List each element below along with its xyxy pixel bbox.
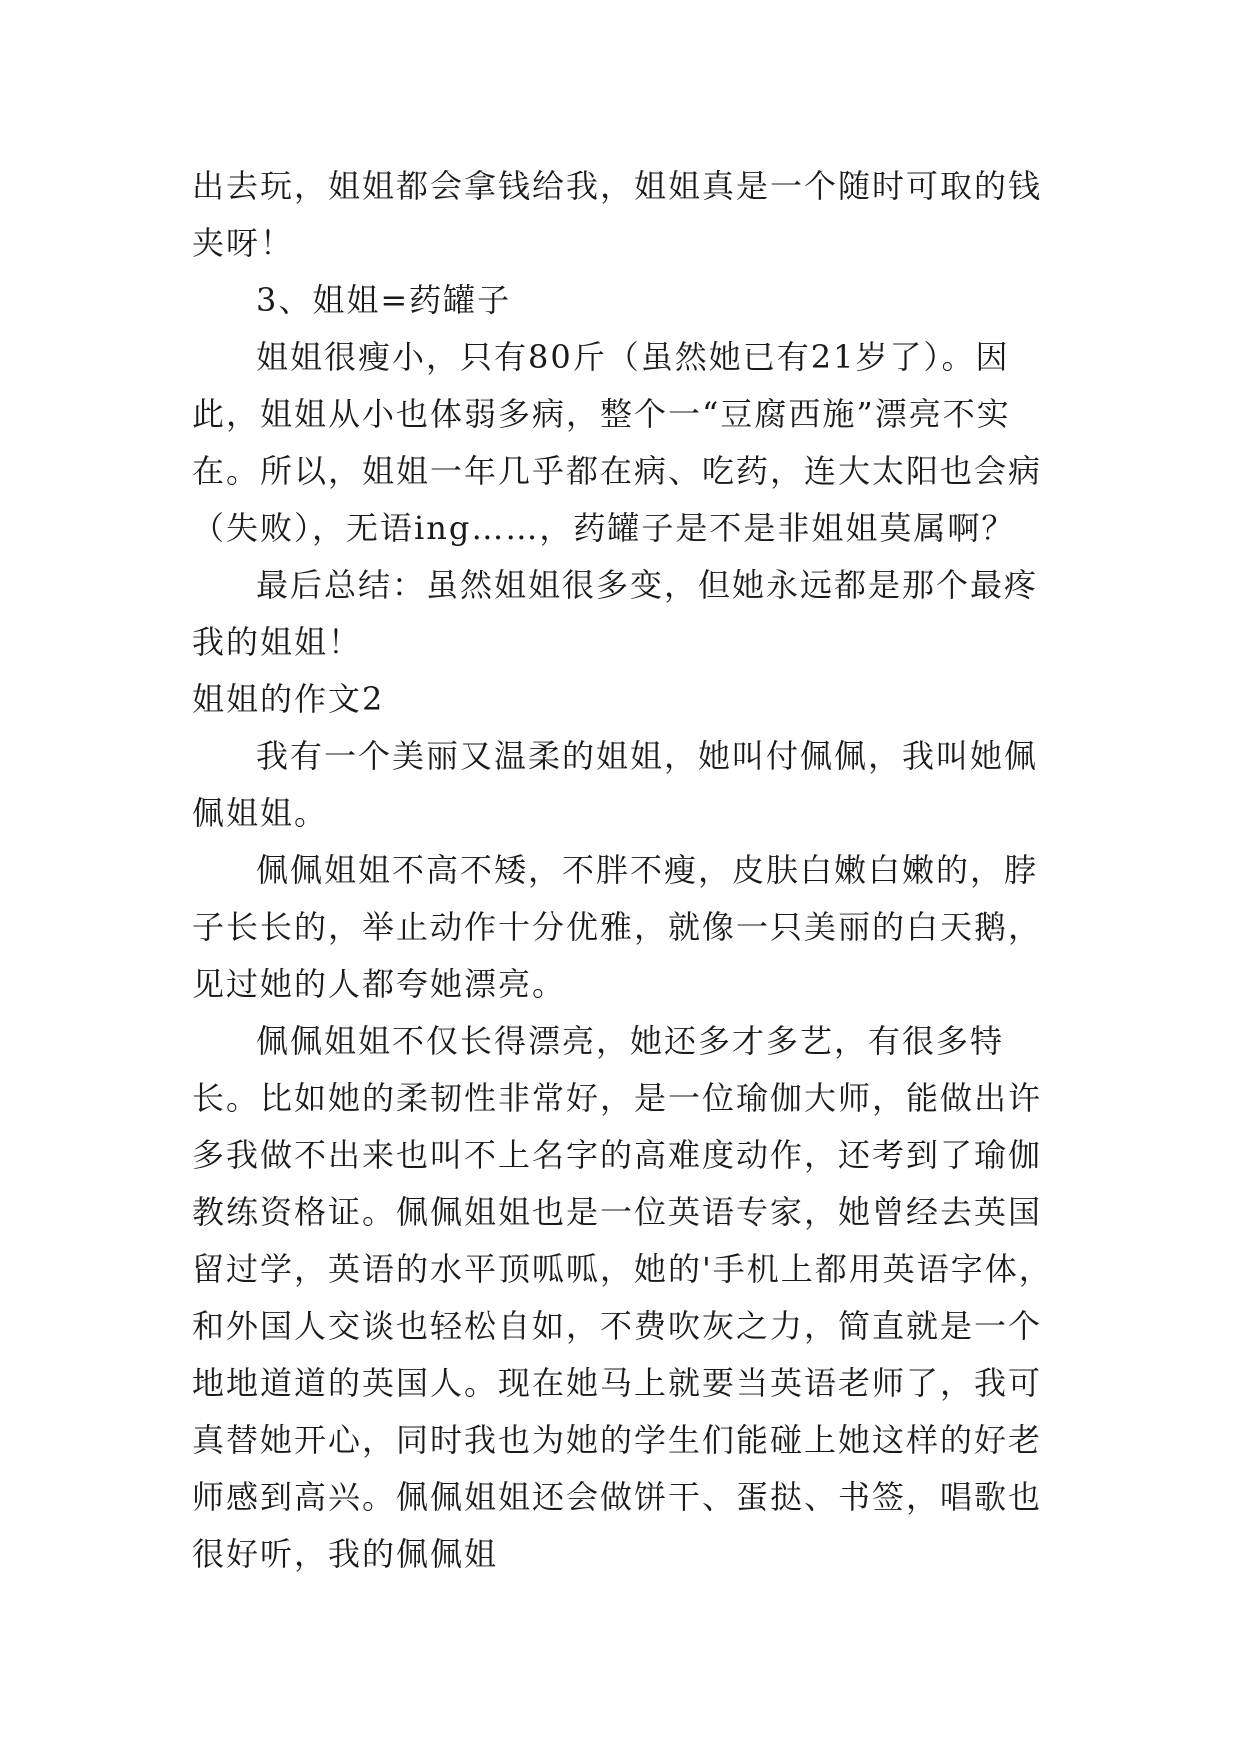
paragraph-talents: 佩佩姐姐不仅长得漂亮，她还多才多艺，有很多特长。比如她的柔韧性非常好，是一位瑜伽大师，能做出许多我做不出来也叫不上名字的高难度动作，还考到了瑜伽教练资格证。佩佩姐姐也是一位英语专家，她曾经去英国留过学，英语的水平顶呱呱，她的'手机上都用英语字体，和外国人交谈也轻松自如，不费吹灰之力，简直就是一个地地道道的英国人。现在她马上就要当英语老师了，我可真替她开心，同时我也为她的学生们能碰上她这样的好老师感到高兴。佩佩姐姐还会做饼干、蛋挞、书签，唱歌也很好听，我的佩佩姐 — [192, 1022, 1053, 1573]
document-body — [192, 158, 1062, 1583]
paragraph-intro: 我有一个美丽又温柔的姐姐，她叫付佩佩，我叫她佩佩姐姐。 — [192, 737, 1039, 832]
paragraph-appearance: 佩佩姐姐不高不矮，不胖不瘦，皮肤白嫩白嫩的，脖子长长的，举止动作十分优雅，就像一只美丽的白天鹅，见过她的人都夸她漂亮。 — [192, 851, 1043, 1003]
paragraph-subheading: 3、姐姐=药罐子 — [256, 281, 512, 319]
paragraph-continued: 出去玩，姐姐都会拿钱给我，姐姐真是一个随时可取的钱夹呀！ — [192, 167, 1043, 262]
paragraph-medicine-jar: 姐姐很瘦小，只有80斤（虽然她已有21岁了）。因此，姐姐从小也体弱多病，整个一“豆腐西施”漂亮不实在。所以，姐姐一年几乎都在病、吃药，连大太阳也会病（失败），无语ing……，药罐子是不是非姐姐莫属啊？ — [192, 338, 1043, 547]
paragraph-summary: 最后总结：虽然姐姐很多变，但她永远都是那个最疼我的姐姐！ — [192, 566, 1039, 661]
section-title: 姐姐的作文2 — [192, 680, 385, 718]
